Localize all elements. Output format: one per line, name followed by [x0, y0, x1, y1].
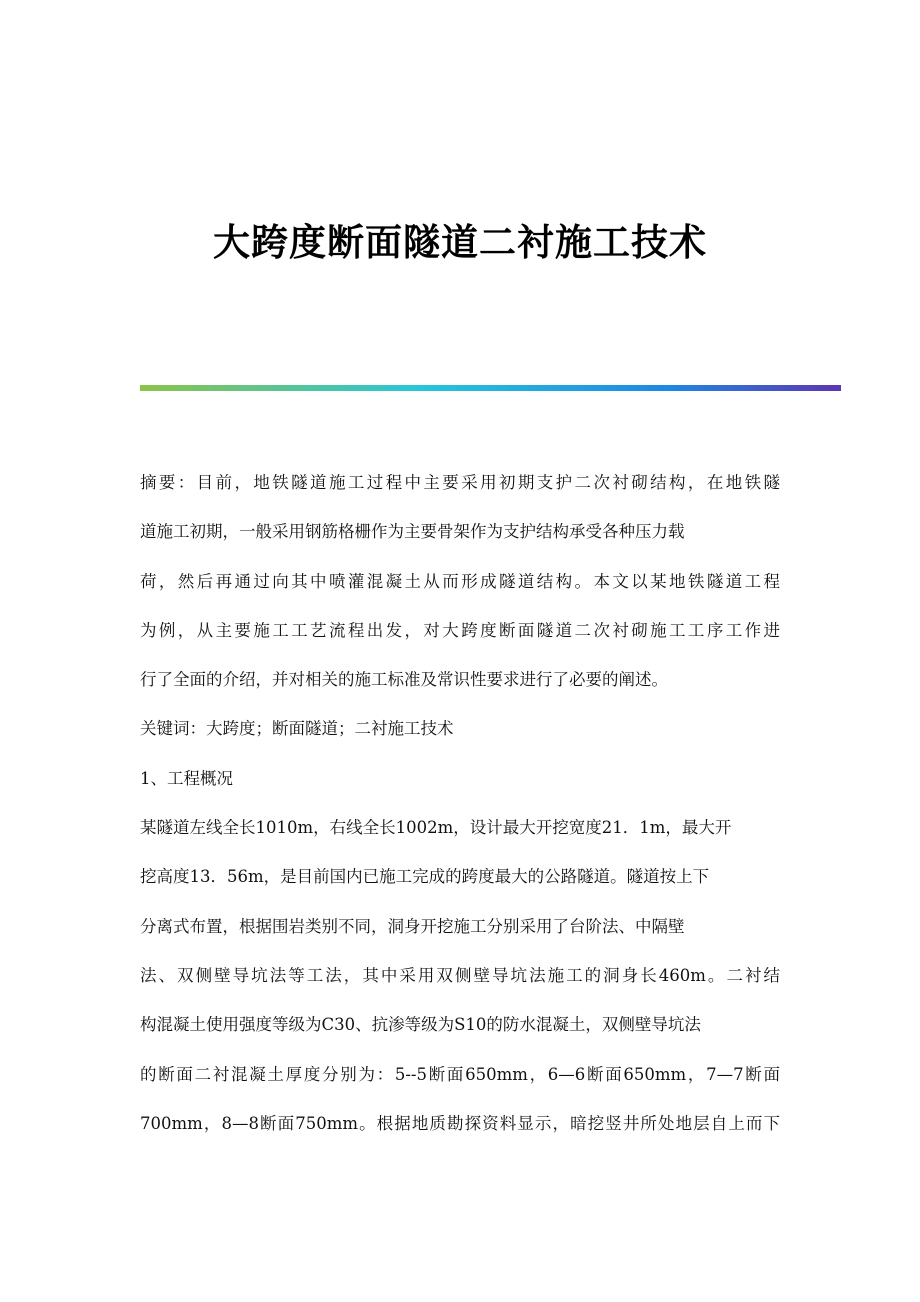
- text-line: 构混凝土使用强度等级为C30、抗渗等级为S10的防水混凝土，双侧壁导坑法: [140, 1015, 701, 1035]
- page-title: 大跨度断面隧道二衬施工技术: [213, 220, 707, 264]
- section-heading: 1、工程概况: [140, 768, 233, 788]
- keywords-line: 关键词：大跨度；断面隧道；二衬施工技术: [140, 719, 454, 739]
- document-body: [140, 468, 780, 1158]
- text-line: 700mm，8—8断面750mm。根据地质勘探资料显示，暗挖竖井所处地层自上而下: [140, 1113, 780, 1133]
- text-line: 为例，从主要施工工艺流程出发，对大跨度断面隧道二次衬砌施工工序工作进: [140, 620, 780, 640]
- title-divider: [140, 385, 841, 391]
- text-line: 法、双侧壁导坑法等工法，其中采用双侧壁导坑法施工的洞身长460m。二衬结: [140, 965, 780, 985]
- text-line: 摘要：目前，地铁隧道施工过程中主要采用初期支护二次衬砌结构，在地铁隧: [140, 473, 780, 492]
- text-line: 的断面二衬混凝土厚度分别为：5--5断面650mm，6—6断面650mm，7—7断面: [140, 1064, 780, 1084]
- text-line: 道施工初期，一般采用钢筋格栅作为主要骨架作为支护结构承受各种压力载: [140, 522, 685, 542]
- text-line: 分离式布置，根据围岩类别不同，洞身开挖施工分别采用了台阶法、中隔壁: [140, 916, 685, 936]
- text-line: 行了全面的介绍，并对相关的施工标准及常识性要求进行了必要的阐述。: [140, 670, 668, 690]
- text-line: 挖高度13．56m，是目前国内已施工完成的跨度最大的公路隧道。隧道按上下: [140, 867, 710, 887]
- text-line: 荷，然后再通过向其中喷灌混凝土从而形成隧道结构。本文以某地铁隧道工程: [140, 571, 780, 591]
- text-line: 某隧道左线全长1010m，右线全长1002m，设计最大开挖宽度21．1m，最大开: [140, 818, 732, 838]
